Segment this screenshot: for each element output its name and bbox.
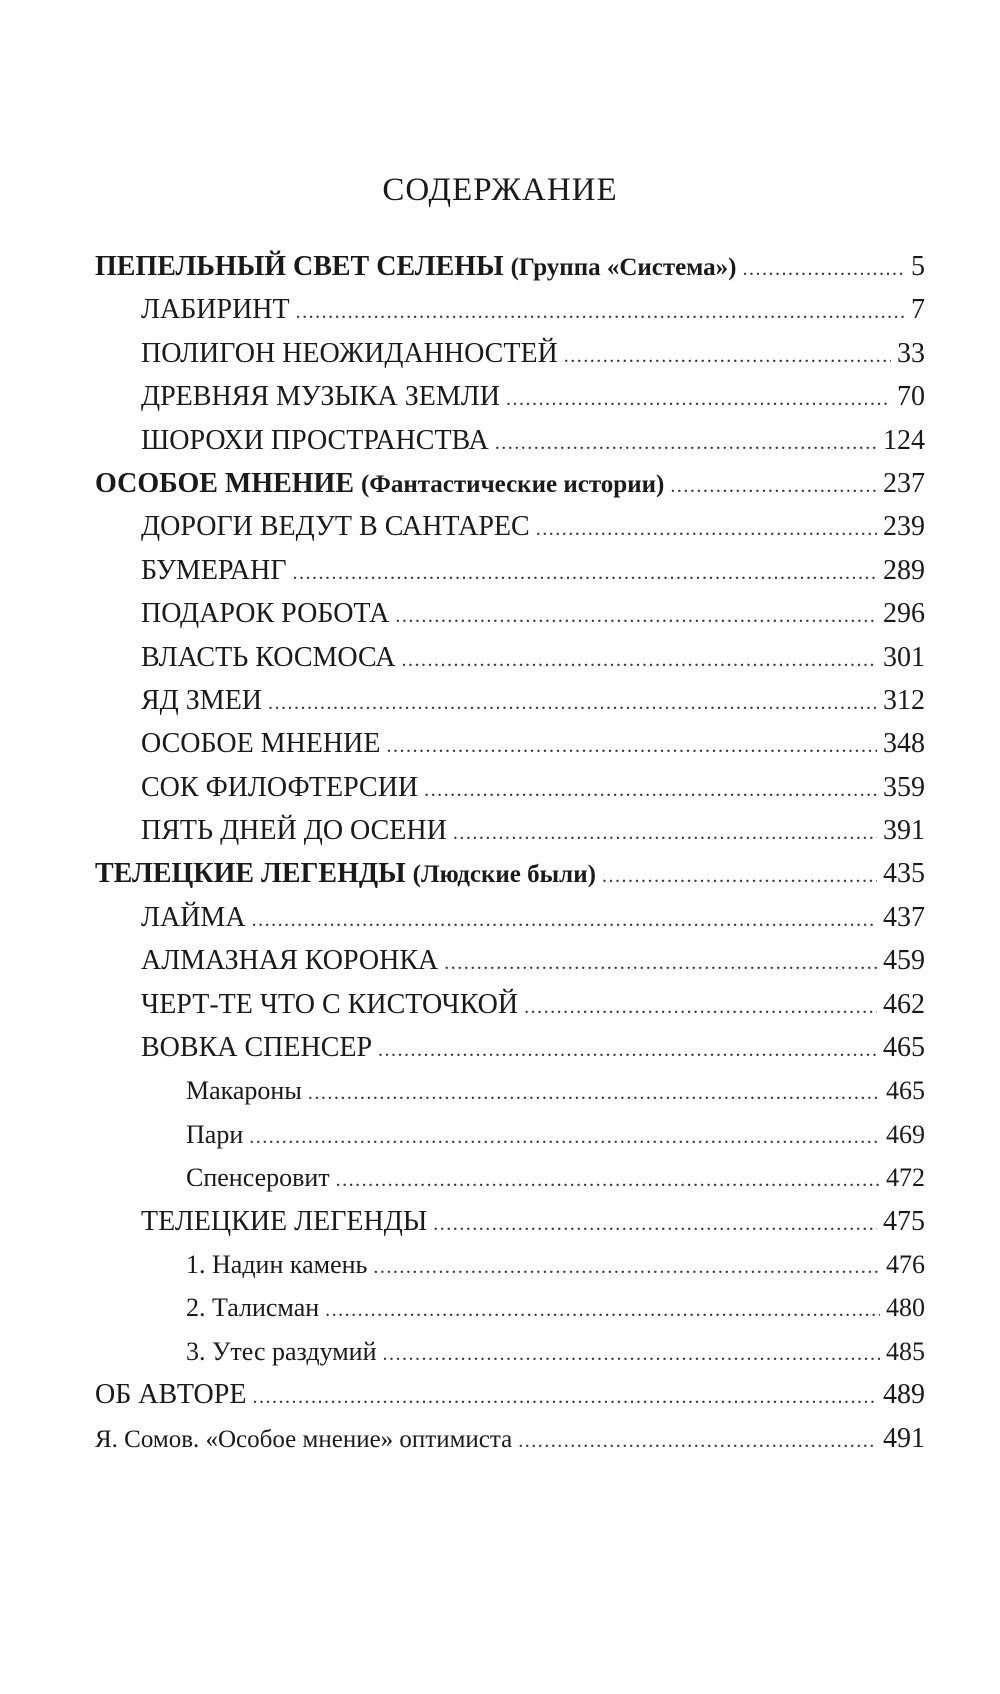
toc-subtitle: (Группа «Система») xyxy=(510,254,737,281)
toc-title: Пари xyxy=(186,1119,244,1149)
toc-page-number: 491 xyxy=(883,1422,925,1454)
toc-title: ТЕЛЕЦКИЕ ЛЕГЕНДЫ xyxy=(95,858,406,890)
toc-page-number: 465 xyxy=(883,1032,925,1064)
toc-page-number: 312 xyxy=(883,684,925,716)
toc-page-number: 359 xyxy=(883,771,925,803)
toc-page-number: 480 xyxy=(886,1293,925,1323)
leader-dots xyxy=(293,552,877,595)
leader-dots xyxy=(433,1203,877,1246)
leader-dots xyxy=(249,1116,880,1159)
toc-page-number: 70 xyxy=(897,381,925,413)
toc-title: ДОРОГИ ВЕДУТ В САНТАРЕС xyxy=(141,511,530,543)
leader-dots xyxy=(395,595,877,638)
toc-page-number: 459 xyxy=(883,945,925,977)
leader-dots xyxy=(401,639,877,682)
leader-dots xyxy=(383,1333,880,1376)
toc-title: Спенсеровит xyxy=(186,1163,330,1193)
leader-dots xyxy=(378,1029,877,1072)
toc-page-number: 437 xyxy=(883,901,925,933)
toc-subentry[interactable] xyxy=(95,1243,925,1286)
toc-subentry[interactable] xyxy=(95,1286,925,1329)
toc-title: ПОДАРОК РОБОТА xyxy=(141,598,390,630)
toc-page-number: 435 xyxy=(883,858,925,890)
toc-title: ЛАБИРИНТ xyxy=(141,294,290,326)
toc-page-number: 489 xyxy=(883,1379,925,1411)
toc-entry[interactable] xyxy=(95,1200,925,1243)
toc-title: ВОВКА СПЕНСЕР xyxy=(141,1032,373,1064)
leader-dots xyxy=(742,248,905,291)
toc-page-number: 237 xyxy=(883,467,925,499)
toc-title: ЧЕРТ-ТЕ ЧТО С КИСТОЧКОЙ xyxy=(141,988,519,1020)
toc-page-number: 5 xyxy=(911,251,925,282)
toc-entry[interactable] xyxy=(95,766,925,809)
leader-dots xyxy=(252,1376,877,1419)
toc-entry[interactable] xyxy=(95,983,925,1026)
leader-dots xyxy=(296,291,905,334)
leader-dots xyxy=(518,1420,877,1463)
toc-entry[interactable] xyxy=(95,332,925,375)
toc-title: ВЛАСТЬ КОСМОСА xyxy=(141,641,396,673)
toc-title: СОК ФИЛОФТЕРСИИ xyxy=(141,771,419,803)
leader-dots xyxy=(506,378,891,421)
toc-title: Я. Сомов. «Особое мнение» оптимиста xyxy=(95,1425,513,1453)
toc-title: ТЕЛЕЦКИЕ ЛЕГЕНДЫ xyxy=(141,1205,428,1237)
toc-page-number: 348 xyxy=(883,728,925,760)
toc-title: ПЕПЕЛЬНЫЙ СВЕТ СЕЛЕНЫ xyxy=(95,251,504,282)
toc-page-number: 7 xyxy=(911,294,925,326)
leader-dots xyxy=(336,1159,880,1202)
toc-title: ОСОБОЕ МНЕНИЕ xyxy=(141,728,381,760)
leader-dots xyxy=(424,769,877,812)
toc-page-number: 469 xyxy=(886,1119,925,1149)
toc-subentry[interactable] xyxy=(95,1330,925,1373)
toc-subtitle: (Людские были) xyxy=(412,861,596,889)
toc-page-number: 124 xyxy=(883,424,925,456)
toc-entry[interactable] xyxy=(95,636,925,679)
toc-title: 2. Талисман xyxy=(186,1293,320,1323)
toc-entry[interactable] xyxy=(95,679,925,722)
toc-title: ДРЕВНЯЯ МУЗЫКА ЗЕМЛИ xyxy=(141,381,500,413)
toc-page-number: 33 xyxy=(897,337,925,369)
leader-dots xyxy=(670,465,877,508)
leader-dots xyxy=(602,855,877,898)
leader-dots xyxy=(536,508,877,551)
leader-dots xyxy=(386,725,877,768)
toc-entry[interactable] xyxy=(95,722,925,765)
leader-dots xyxy=(444,942,877,985)
toc-page-number: 475 xyxy=(883,1205,925,1237)
toc-section[interactable] xyxy=(95,852,925,895)
toc-entry[interactable] xyxy=(95,1373,925,1416)
toc-subentry[interactable] xyxy=(95,1069,925,1112)
toc-subtitle: (Фантастические истории) xyxy=(361,470,665,498)
toc-title: 3. Утес раздумий xyxy=(186,1336,377,1366)
leader-dots xyxy=(325,1289,880,1332)
toc-page-number: 239 xyxy=(883,511,925,543)
toc-title: ОБ АВТОРЕ xyxy=(95,1379,247,1411)
toc-entry[interactable] xyxy=(95,505,925,548)
toc-page-number: 472 xyxy=(886,1163,925,1193)
toc-page-number: 296 xyxy=(883,598,925,630)
toc-page-number: 462 xyxy=(883,988,925,1020)
toc-section[interactable] xyxy=(95,462,925,505)
toc-entry[interactable] xyxy=(95,288,925,331)
toc-page-number: 465 xyxy=(886,1076,925,1106)
toc-page-number: 301 xyxy=(883,641,925,673)
toc-entry[interactable] xyxy=(95,809,925,852)
toc-entry[interactable] xyxy=(95,896,925,939)
toc-page-number: 289 xyxy=(883,554,925,586)
toc-entry[interactable] xyxy=(95,549,925,592)
toc-title: ПЯТЬ ДНЕЙ ДО ОСЕНИ xyxy=(141,815,447,847)
leader-dots xyxy=(453,812,877,855)
toc-title: 1. Надин камень xyxy=(186,1249,368,1279)
toc-title: ЯД ЗМЕИ xyxy=(141,684,263,716)
toc-title: БУМЕРАНГ xyxy=(141,554,287,586)
toc-entry[interactable] xyxy=(95,939,925,982)
leader-dots xyxy=(564,335,891,378)
toc-title: ЛАЙМА xyxy=(141,901,246,933)
leader-dots xyxy=(373,1246,880,1289)
toc-page-number: 476 xyxy=(886,1249,925,1279)
leader-dots xyxy=(308,1072,880,1115)
toc-entry[interactable] xyxy=(95,592,925,635)
toc-section[interactable] xyxy=(95,245,925,288)
toc-page-number: 391 xyxy=(883,815,925,847)
leader-dots xyxy=(495,422,877,465)
toc-subentry[interactable] xyxy=(95,1156,925,1199)
toc-entry[interactable] xyxy=(95,375,925,418)
toc-title: ОСОБОЕ МНЕНИЕ xyxy=(95,467,355,499)
table-of-contents xyxy=(95,245,925,1460)
toc-subentry[interactable] xyxy=(95,1113,925,1156)
toc-entry[interactable] xyxy=(95,1026,925,1069)
page-title: СОДЕРЖАНИЕ xyxy=(382,172,618,208)
toc-entry[interactable] xyxy=(95,419,925,462)
leader-dots xyxy=(524,986,877,1029)
toc-title: АЛМАЗНАЯ КОРОНКА xyxy=(141,945,439,977)
leader-dots xyxy=(268,682,877,725)
toc-title: Макароны xyxy=(186,1076,302,1106)
toc-title: ШОРОХИ ПРОСТРАНСТВА xyxy=(141,424,489,456)
leader-dots xyxy=(252,899,877,942)
toc-title: ПОЛИГОН НЕОЖИДАННОСТЕЙ xyxy=(141,337,558,369)
toc-entry[interactable] xyxy=(95,1417,925,1460)
toc-page-number: 485 xyxy=(886,1336,925,1366)
